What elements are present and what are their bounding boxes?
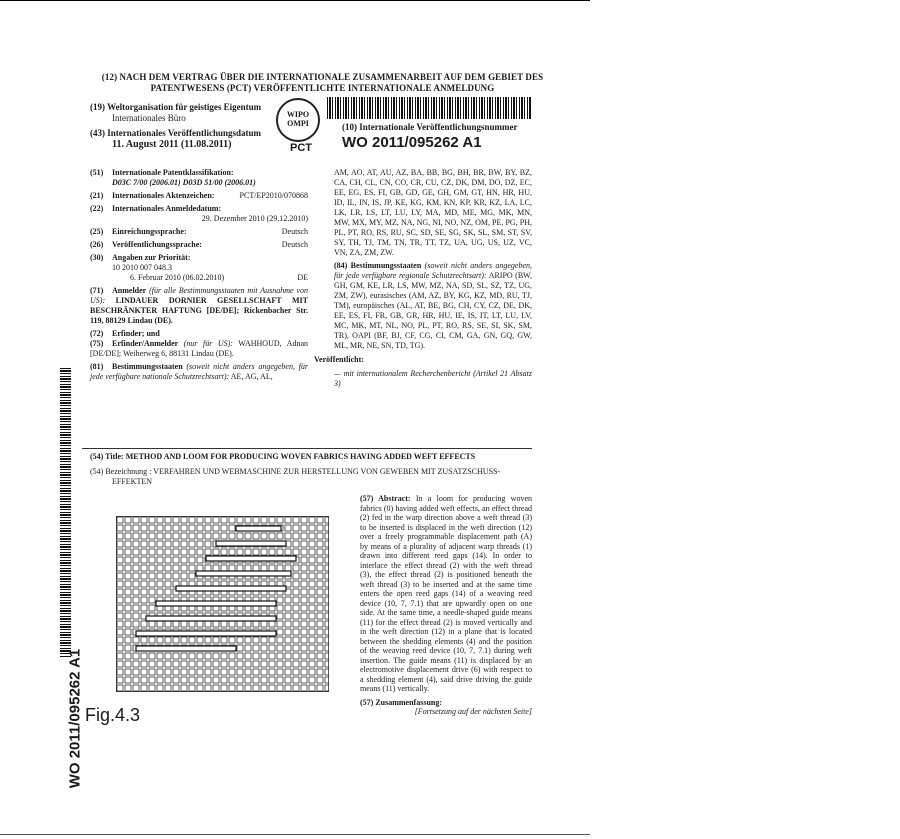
- field-22: (22) Internationales Anmeldedatum: 29. Dezember 2010 (29.12.2010): [90, 204, 308, 223]
- publication-number: WO 2011/095262 A1: [342, 134, 482, 151]
- effect-thread-band: [136, 646, 236, 651]
- field-51: (51) Internationale Patentklassifikation: D03C 7/00 (2006.01) D03D 51/00 (2006.01): [90, 168, 256, 187]
- field-71: (71) Anmelder (für alle Bestimmungsstaaten mit Ausnahme von US): LINDAUER DORNIER GESELLSCHAFT MIT BESCHRÄNKTER HAFTUNG [DE/DE]; Rickenbacher Str. 119, 88129 Lindau (DE).: [90, 286, 308, 325]
- field-30: (30) Angaben zur Priorität: 10 2010 007 048.3 6. Februar 2010 (06.02.2010) DE: [90, 253, 308, 282]
- published-item: — mit internationalem Recherchenbericht (Artikel 21 Absatz 3): [334, 369, 532, 388]
- title-de: (54) Bezeichnung : VERFAHREN UND WEBMASCHINE ZUR HERSTELLUNG VON GEWEBEN MIT ZUSATZSCHUSS- EFFEKTEN: [90, 467, 501, 486]
- publication-number-label: (10) Internationale Veröffentlichungsnummer: [342, 122, 518, 132]
- title-en: (54) Title: METHOD AND LOOM FOR PRODUCING WOVEN FABRICS HAVING ADDED WEFT EFFECTS: [90, 452, 476, 461]
- effect-thread-band: [216, 541, 286, 546]
- designated-states: AM, AO, AT, AU, AZ, BA, BB, BG, BH, BR, BW, BY, BZ, CA, CH, CL, CN, CO, CR, CU, CZ, DK, DM, DO, DZ, EC, EE, EG, ES, FI, GB, GD, GE, GH, GM, GT, HN, HR, HU, ID, IL, IN, IS, JP, KE, KG, KM, KN, KP, KR, KZ, LA, LC, LK, LR, LS, LT, LU, LY, MA, MD, ME, MG, MK, MN, MW, MX, MY, MZ, NA, NG, NI, NO, NZ, OM, PE, PG, PH, PL, PT, RO, RS, RU, SC, SD, SE, SG, SK, SL, SM, ST, SV, SY, TH, TJ, TM, TN, TR, TT, TZ, UA, UG, US, UZ, VC, VN, ZA, ZM, ZW.: [334, 168, 532, 257]
- published-label: Veröffentlicht:: [314, 355, 364, 364]
- bottom-rule: [0, 834, 590, 835]
- side-publication-number: WO 2011/095262 A1: [66, 648, 84, 789]
- wipo-logo-text: WIPO OMPI: [286, 110, 310, 128]
- woven-fabric-figure: [116, 516, 329, 692]
- field-72: (72) Erfinder; und: [90, 329, 160, 338]
- field-75: (75) Erfinder/Anmelder (nur für US): WAHHOUD, Adnan [DE/DE]; Weiherweg 6, 88131 Lindau (DE).: [90, 339, 309, 358]
- effect-thread-band: [146, 616, 276, 621]
- effect-thread-band: [206, 556, 296, 561]
- figure-label: Fig.4.3: [85, 705, 141, 725]
- field-25: (25) Einreichungssprache: Deutsch: [90, 227, 308, 236]
- titles: [90, 452, 535, 487]
- effect-thread-band: [136, 631, 276, 636]
- pct-label: PCT: [290, 142, 312, 154]
- field-81: (81) Bestimmungsstaaten (soweit nicht anders angegeben, für jede verfügbare nationale Schutzrechtsart): AE, AG, AL,: [90, 362, 309, 381]
- effect-thread-band: [176, 586, 286, 591]
- abstract: (57) Abstract: In a loom for producing woven fabrics (0) having added weft effects, an effect thread (2) fed in the warp direction above a weft thread (3) to be inserted is displaced in the weft direction (12) over a freely programmable displacement path (A) by means of a plurality of adjacent warp threads (1) drawn into different reed gaps (14). In order to interlace the effect thread (2) with the weft thread (3), the effect thread (2) is positioned beneath the weft thread (3) to be inserted and at the same time enters the open reed gaps (14) of a weaving reed device (10, 7, 7.1) that are upwardly open on one side. At the same time, a needle-shaped guide means (11) for the effect thread (2) is moved vertically and in the weft direction (12) in a plane that is located between the shedding elements (4) and the position of the weaving reed device (10, 7, 7.1) during weft insertion. The guide means (11) is displaced by an electromotive displacement drive (6) with respect to a shedding element (4), said drive driving the guide means (11) vertically. (57) Zusammenfassung: [Fortsetzung auf der nächsten Seite]: [360, 494, 532, 716]
- document-header: [100, 72, 545, 94]
- publication-date: (43) Internationales Veröffentlichungsdatum 11. August 2011 (11.08.2011): [90, 128, 262, 150]
- zusammenfassung-label: (57) Zusammenfassung:: [360, 697, 443, 707]
- effect-thread-band: [196, 571, 291, 576]
- field-21: (21) Internationales Aktenzeichen: PCT/EP2010/070868: [90, 191, 308, 200]
- header-line-1: (12) NACH DEM VERTRAG ÜBER DIE INTERNATIONALE ZUSAMMENARBEIT AUF DEM GEBIET DES: [101, 72, 544, 82]
- header-line-2: PATENTWESENS (PCT) VERÖFFENTLICHTE INTERNATIONALE ANMELDUNG: [150, 83, 495, 93]
- effect-thread-band: [236, 526, 281, 531]
- middle-rule: [82, 448, 532, 449]
- top-rule: [0, 0, 590, 1]
- continuation-note: [Fortsetzung auf der nächsten Seite]: [414, 707, 532, 716]
- field-26: (26) Veröffentlichungssprache: Deutsch: [90, 240, 308, 249]
- right-column: [314, 168, 533, 389]
- publication-barcode: [327, 97, 532, 119]
- organisation-name: (19) Weltorganisation für geistiges Eigentum Internationales Büro: [90, 102, 262, 123]
- effect-thread-band: [156, 601, 276, 606]
- left-fields: [90, 168, 308, 382]
- field-84: (84) Bestimmungsstaaten (soweit nicht anders angegeben, für jede verfügbare regionale Schutzrechtsart): ARIPO (BW, GH, GM, KE, LR, LS, MW, MZ, NA, SD, SL, SZ, TZ, UG, ZM, ZW), eurasisches (AM, AZ, BY, KG, KZ, MD, RU, TJ, TM), europäisches (AL, AT, BE, BG, CH, CY, CZ, DE, DK, EE, ES, FI, FR, GB, GR, HR, HU, IE, IS, IT, LT, LU, LV, MC, MK, MT, NL, NO, PL, PT, RO, RS, SE, SI, SK, SM, TR), OAPI (BF, BJ, CF, CG, CI, CM, GA, GN, GQ, GW, ML, MR, NE, SN, TD, TG).: [334, 261, 533, 350]
- side-barcode: [60, 368, 71, 658]
